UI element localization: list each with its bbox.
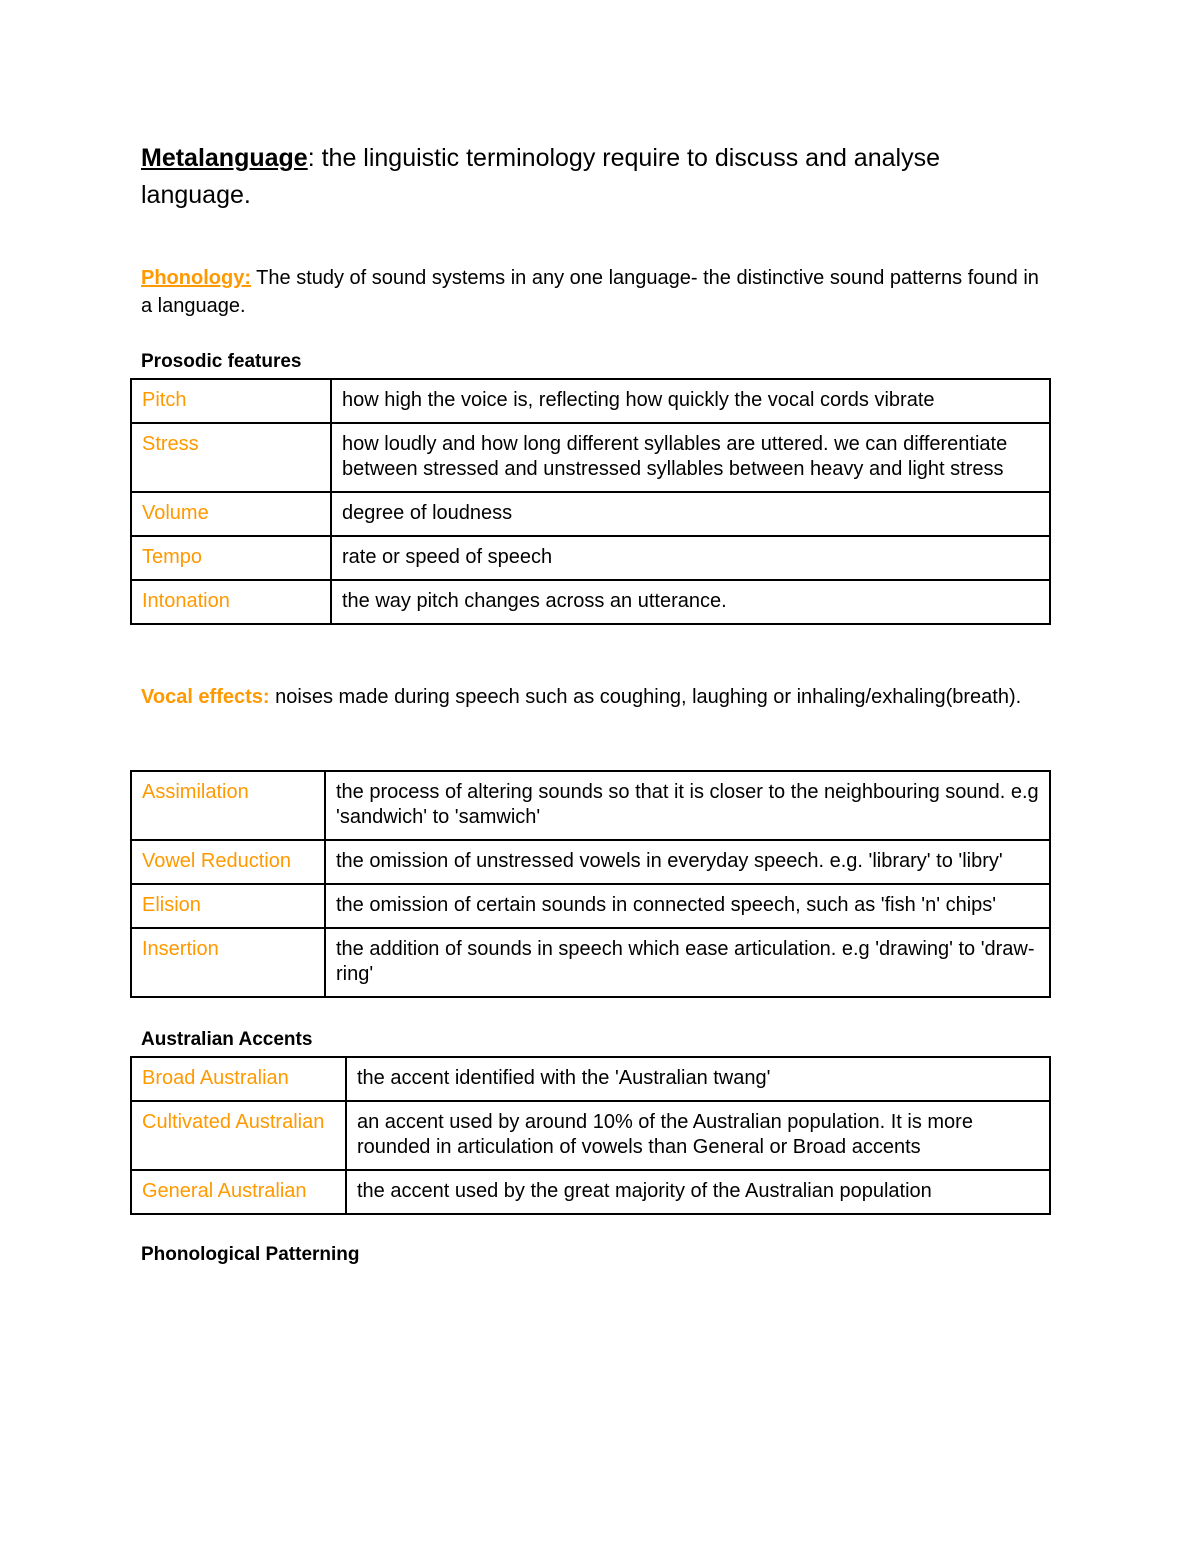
phonology-definition	[141, 264, 1051, 320]
prosodic-desc: degree of loudness	[331, 492, 1050, 536]
table-row	[131, 1057, 1050, 1101]
table-row	[131, 1101, 1050, 1170]
table-row	[131, 771, 1050, 840]
table-row	[131, 1170, 1050, 1214]
patterning-heading: Phonological Patterning	[141, 1244, 360, 1265]
table-row	[131, 379, 1050, 423]
document-page	[141, 140, 1051, 1267]
speech-process-term: Elision	[131, 884, 325, 928]
page-title	[141, 140, 1051, 214]
phonology-text: The study of sound systems in any one language- the distinctive sound patterns found in a language.	[141, 267, 1039, 317]
prosodic-heading: Prosodic features	[141, 351, 302, 372]
table-row	[131, 840, 1050, 884]
prosodic-desc: how loudly and how long different syllables are uttered. we can differentiate between stressed and unstressed syllables between heavy and light stress	[331, 423, 1050, 492]
connected-speech-table	[130, 770, 1051, 998]
prosodic-desc: rate or speed of speech	[331, 536, 1050, 580]
accents-heading: Australian Accents	[141, 1029, 313, 1050]
prosodic-term: Stress	[131, 423, 331, 492]
prosodic-term: Tempo	[131, 536, 331, 580]
prosodic-desc: how high the voice is, reflecting how quickly the vocal cords vibrate	[331, 379, 1050, 423]
title-text: : the linguistic terminology require to discuss and analyse language.	[141, 144, 940, 209]
speech-process-desc: the process of altering sounds so that it is closer to the neighbouring sound. e.g 'sandwich' to 'samwich'	[325, 771, 1050, 840]
vocal-effects-text: noises made during speech such as coughing, laughing or inhaling/exhaling(breath).	[269, 686, 1022, 708]
accent-term: General Australian	[131, 1170, 346, 1214]
table-row	[131, 492, 1050, 536]
speech-process-desc: the omission of unstressed vowels in everyday speech. e.g. 'library' to 'libry'	[325, 840, 1050, 884]
title-term: Metalanguage	[141, 144, 308, 172]
table-row	[131, 884, 1050, 928]
speech-process-term: Vowel Reduction	[131, 840, 325, 884]
prosodic-term: Pitch	[131, 379, 331, 423]
table-row	[131, 928, 1050, 997]
table-row	[131, 580, 1050, 624]
phonology-term: Phonology:	[141, 267, 251, 289]
accent-term: Broad Australian	[131, 1057, 346, 1101]
accents-table	[130, 1056, 1051, 1215]
prosodic-desc: the way pitch changes across an utterance.	[331, 580, 1050, 624]
accent-term: Cultivated Australian	[131, 1101, 346, 1170]
prosodic-table	[130, 378, 1051, 625]
prosodic-term: Volume	[131, 492, 331, 536]
speech-process-desc: the addition of sounds in speech which ease articulation. e.g 'drawing' to 'draw-ring'	[325, 928, 1050, 997]
accent-desc: an accent used by around 10% of the Australian population. It is more rounded in articulation of vowels than General or Broad accents	[346, 1101, 1050, 1170]
vocal-effects-definition	[141, 683, 1051, 711]
vocal-effects-term: Vocal effects:	[141, 686, 270, 708]
accent-desc: the accent used by the great majority of the Australian population	[346, 1170, 1050, 1214]
speech-process-term: Insertion	[131, 928, 325, 997]
accent-desc: the accent identified with the 'Australian twang'	[346, 1057, 1050, 1101]
speech-process-desc: the omission of certain sounds in connected speech, such as 'fish 'n' chips'	[325, 884, 1050, 928]
speech-process-term: Assimilation	[131, 771, 325, 840]
table-row	[131, 536, 1050, 580]
table-row	[131, 423, 1050, 492]
prosodic-term: Intonation	[131, 580, 331, 624]
